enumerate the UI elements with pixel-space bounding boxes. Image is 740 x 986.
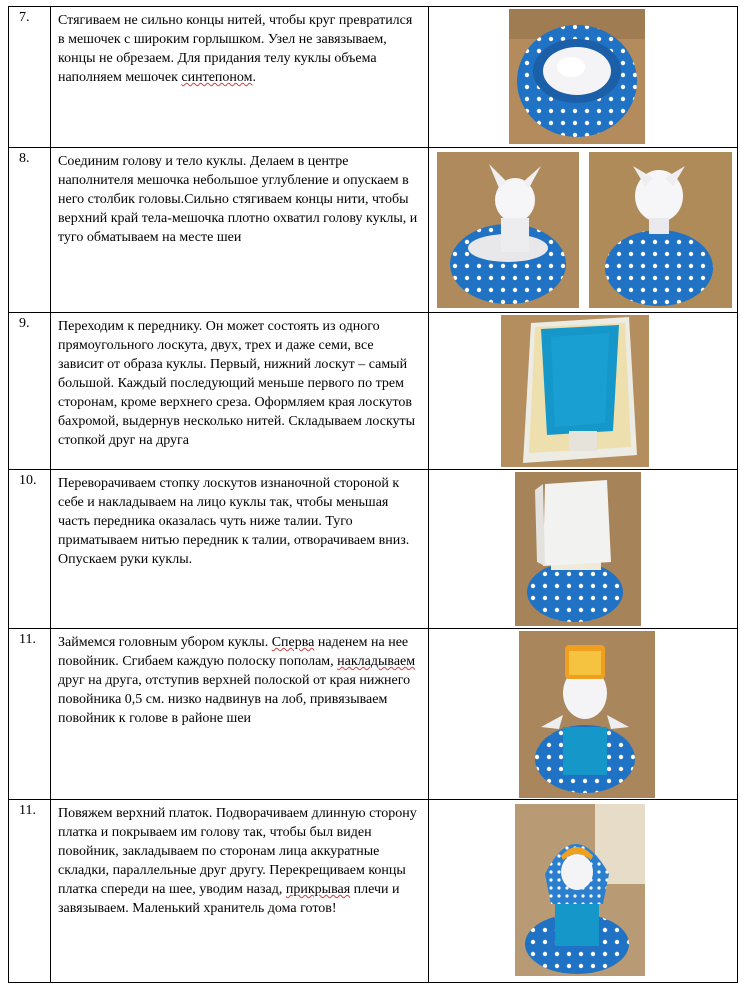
step-photo-cell <box>429 7 738 148</box>
step-text: Переворачиваем стопку лоскутов изнаночной стороной к себе и накладываем на лицо куклы так, чтобы меньшая часть передника оказалась чуть ниже талии. Туго приматываем нитью передник к талии, отворачиваем вниз. Опускаем руки куклы. <box>51 470 429 629</box>
table-row <box>9 470 738 629</box>
step-photo-cell <box>429 629 738 800</box>
step-number: 8. <box>9 148 51 313</box>
head-tied-to-body-photo <box>589 152 732 308</box>
head-in-pouch-photo <box>437 152 579 308</box>
step-number: 11. <box>9 629 51 800</box>
step-photo-cell <box>429 313 738 470</box>
doll-with-povoynik-photo <box>519 631 655 798</box>
step-text: Соединим голову и тело куклы. Делаем в центре наполнителя мешочка небольшое углубление и опускаем в него столбик головы.Сильно стягиваем концы нити, чтобы верхний край тела-мешочка плотно охватил голову куклы, и туго обматываем на месте шеи <box>51 148 429 313</box>
step-number: 7. <box>9 7 51 148</box>
open-pouch-with-filling-photo <box>509 9 645 144</box>
finished-doll-with-headscarf-photo <box>515 804 645 976</box>
step-photo-cell <box>429 470 738 629</box>
apron-fabric-layers-photo <box>501 315 649 467</box>
table-row <box>9 800 738 983</box>
instructions-table <box>8 6 738 983</box>
step-photo-cell <box>429 800 738 983</box>
step-number: 11. <box>9 800 51 983</box>
step-text: Стягиваем не сильно концы нитей, чтобы круг превратился в мешочек с широким горлышком. Узел не завязываем, концы не обрезаем. Для придания телу куклы объема наполняем мешочек синтепоном. <box>51 7 429 148</box>
step-text: Займемся головным убором куклы. Сперва наденем на нее повойник. Сгибаем каждую полоску пополам, накладываем друг на друга, отступив верхней полоской от края нижнего повойника 0,5 см. низко надвинув на лоб, привязываем повойник к голове в районе шеи <box>51 629 429 800</box>
table-row <box>9 7 738 148</box>
table-row <box>9 313 738 470</box>
step-number: 10. <box>9 470 51 629</box>
table-row <box>9 629 738 800</box>
step-photo-cell <box>429 148 738 313</box>
step-text: Повяжем верхний платок. Подворачиваем длинную сторону платка и покрываем им голову так, чтобы был виден повойник, закладываем по сторонам лица аккуратные складки, параллельные друг другу. Перекрещиваем концы платка спереди на шее, уводим назад, прикрывая плечи и завязываем. Маленький хранитель дома готов! <box>51 800 429 983</box>
step-text: Переходим к переднику. Он может состоять из одного прямоугольного лоскута, двух, трех и даже семи, все зависит от образа куклы. Первый, нижний лоскут – самый большой. Каждый последующий меньше первого по трем сторонам, кроме верхнего среза. Оформляем края лоскутов бахромой, выдернув несколько нитей. Складываем лоскуты стопкой друг на друга <box>51 313 429 470</box>
apron-over-face-photo <box>515 472 641 626</box>
table-row <box>9 148 738 313</box>
step-number: 9. <box>9 313 51 470</box>
